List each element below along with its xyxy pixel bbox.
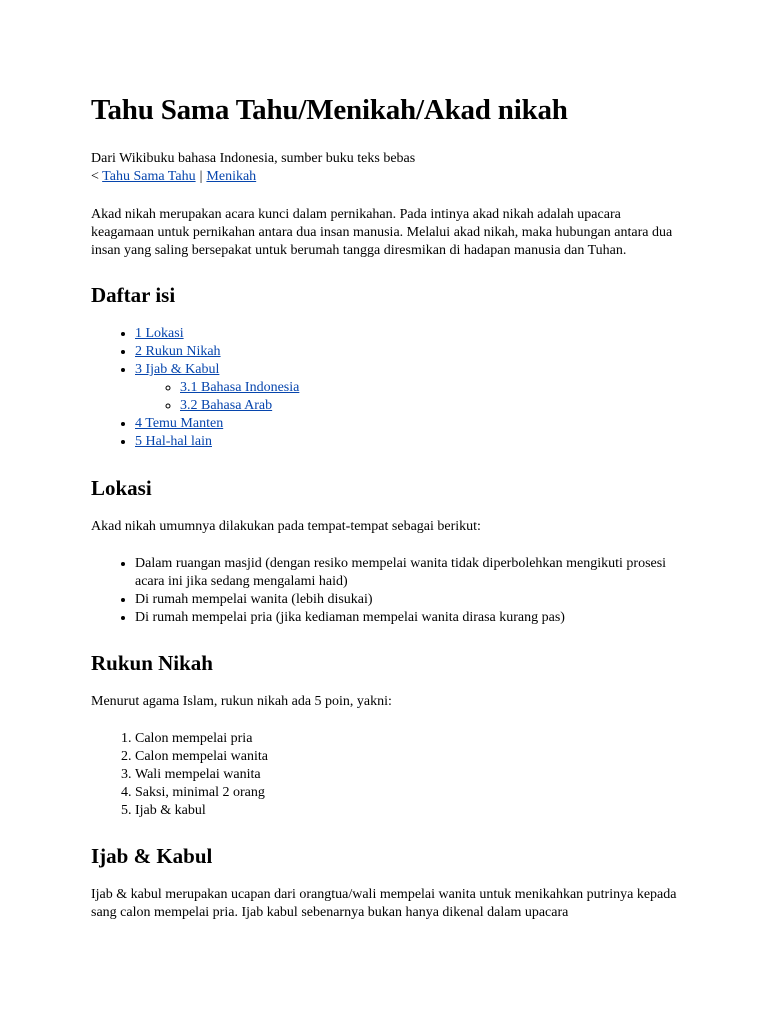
section-heading-ijab-kabul: Ijab & Kabul [91,844,213,868]
toc-sublist [135,379,768,415]
page-subtitle: Dari Wikibuku bahasa Indonesia, sumber buku teks bebas [91,151,416,166]
toc-link-rukun-nikah[interactable]: 2 Rukun Nikah [135,344,221,359]
list-item: 3. Wali mempelai wanita [135,766,768,784]
breadcrumb [91,168,681,186]
list-item: 4. Saksi, minimal 2 orang [135,784,768,802]
toc-item-hal-hal-lain [135,433,768,451]
list-item: • Di rumah mempelai wanita (lebih disukai) [135,591,695,609]
toc-link-temu-manten[interactable]: 4 Temu Manten [135,416,224,431]
list-item: 2. Calon mempelai wanita [135,748,768,766]
rukun-lead: Menurut agama Islam, rukun nikah ada 5 poin, yakni: [91,694,392,709]
rukun-list [91,730,768,820]
breadcrumb-link-menikah[interactable]: Menikah [206,169,257,184]
lokasi-lead: Akad nikah umumnya dilakukan pada tempat-tempat sebagai berikut: [91,519,481,534]
toc-item-rukun-nikah [135,343,768,361]
toc-subitem-bahasa-arab [180,397,768,415]
toc-item-ijab-kabul [135,361,768,415]
page-title: Tahu Sama Tahu/Menikah/Akad nikah [91,94,568,126]
section-heading-rukun-nikah: Rukun Nikah [91,651,213,675]
ijab-paragraph: Ijab & kabul merupakan ucapan dari orangtua/wali mempelai wanita untuk menikahkan putrinya kepada sang calon mempelai pria. Ijab kabul sebenarnya bukan hanya dikenal dalam upacara [91,887,677,920]
toc-link-hal-hal-lain[interactable]: 5 Hal-hal lain [135,434,212,449]
breadcrumb-link-tahu-sama-tahu[interactable]: Tahu Sama Tahu [102,169,196,184]
toc-heading: Daftar isi [91,283,176,307]
lokasi-list [91,555,695,627]
breadcrumb-prefix: < [91,169,99,184]
toc-link-bahasa-indonesia[interactable]: 3.1 Bahasa Indonesia [180,380,300,395]
intro-paragraph: Akad nikah merupakan acara kunci dalam pernikahan. Pada intinya akad nikah adalah upacara keagamaan untuk pernikahan antara dua insan manusia. Melalui akad nikah, maka hubungan antara dua insan yang saling bersepakat untuk berumah tangga diresmikan di hadapan manusia dan Tuhan. [91,207,673,258]
list-item: 5. Ijab & kabul [135,802,768,820]
section-heading-lokasi: Lokasi [91,476,152,500]
toc-link-bahasa-arab[interactable]: 3.2 Bahasa Arab [180,398,273,413]
toc-link-lokasi[interactable]: 1 Lokasi [135,326,184,341]
toc-subitem-bahasa-indonesia [180,379,768,397]
list-item: • Di rumah mempelai pria (jika kediaman mempelai wanita dirasa kurang pas) [135,609,695,627]
toc-link-ijab-kabul[interactable]: 3 Ijab & Kabul [135,362,220,377]
breadcrumb-separator: | [199,169,203,184]
table-of-contents [91,325,768,451]
list-item: • Dalam ruangan masjid (dengan resiko mempelai wanita tidak diperbolehkan mengikuti prosesi acara ini jika sedang mengalami haid) [135,555,695,591]
list-item: 1. Calon mempelai pria [135,730,768,748]
toc-item-temu-manten [135,415,768,433]
toc-item-lokasi [135,325,768,343]
